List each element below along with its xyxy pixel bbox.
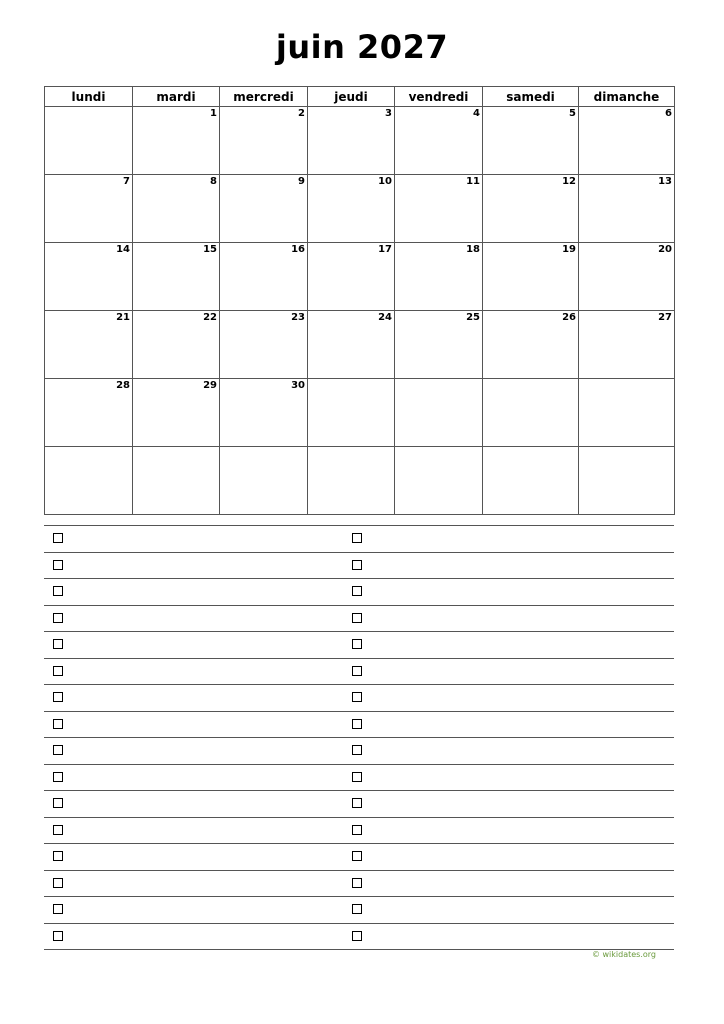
day-cell[interactable] (45, 175, 133, 243)
checkbox-icon[interactable] (53, 851, 63, 861)
checkbox-icon[interactable] (352, 931, 362, 941)
todo-row (44, 844, 674, 871)
weekday-label: lundi (45, 87, 133, 107)
day-number: 18 (466, 244, 480, 255)
checkbox-icon[interactable] (53, 719, 63, 729)
day-number: 16 (291, 244, 305, 255)
day-cell[interactable] (220, 243, 308, 311)
day-cell[interactable] (395, 175, 483, 243)
todo-row (44, 659, 674, 686)
checkbox-icon[interactable] (352, 560, 362, 570)
todo-row (44, 897, 674, 924)
day-number: 12 (562, 176, 576, 187)
checkbox-icon[interactable] (53, 533, 63, 543)
day-cell[interactable] (308, 379, 395, 447)
checkbox-icon[interactable] (53, 666, 63, 676)
day-number: 6 (665, 108, 672, 119)
day-cell[interactable] (220, 379, 308, 447)
day-cell[interactable] (308, 311, 395, 379)
day-cell[interactable] (45, 107, 133, 175)
day-cell[interactable] (395, 379, 483, 447)
checkbox-icon[interactable] (352, 639, 362, 649)
day-cell[interactable] (133, 107, 220, 175)
weekday-header-row (45, 87, 675, 107)
checkbox-icon[interactable] (53, 613, 63, 623)
day-number: 1 (210, 108, 217, 119)
todo-row (44, 632, 674, 659)
day-number: 29 (203, 380, 217, 391)
day-cell[interactable] (579, 243, 675, 311)
checkbox-icon[interactable] (352, 692, 362, 702)
calendar-title: juin 2027 (275, 28, 449, 66)
day-cell[interactable] (220, 175, 308, 243)
weekday-label: jeudi (308, 87, 395, 107)
todo-row (44, 685, 674, 712)
day-number: 10 (378, 176, 392, 187)
week-row (45, 447, 675, 515)
todo-row (44, 712, 674, 739)
day-cell[interactable] (45, 447, 133, 515)
day-number: 23 (291, 312, 305, 323)
day-number (483, 379, 578, 380)
checkbox-icon[interactable] (53, 692, 63, 702)
day-cell[interactable] (483, 175, 579, 243)
month-grid (44, 86, 675, 515)
week-row (45, 379, 675, 447)
day-number (45, 447, 132, 448)
checkbox-icon[interactable] (53, 878, 63, 888)
day-number (579, 379, 674, 380)
day-cell[interactable] (45, 311, 133, 379)
checkbox-icon[interactable] (352, 798, 362, 808)
day-cell[interactable] (308, 243, 395, 311)
day-number (579, 447, 674, 448)
todo-row (44, 579, 674, 606)
day-number: 7 (123, 176, 130, 187)
checkbox-icon[interactable] (352, 904, 362, 914)
day-number: 14 (116, 244, 130, 255)
checkbox-icon[interactable] (53, 639, 63, 649)
day-cell[interactable] (483, 311, 579, 379)
checkbox-icon[interactable] (53, 931, 63, 941)
checkbox-icon[interactable] (352, 772, 362, 782)
day-cell[interactable] (483, 243, 579, 311)
weekday-label: mercredi (220, 87, 308, 107)
day-cell[interactable] (133, 447, 220, 515)
todo-row (44, 553, 674, 580)
day-cell[interactable] (220, 107, 308, 175)
day-number: 27 (658, 312, 672, 323)
todo-row (44, 765, 674, 792)
day-cell[interactable] (579, 175, 675, 243)
day-number: 19 (562, 244, 576, 255)
day-cell[interactable] (395, 311, 483, 379)
checkbox-icon[interactable] (352, 825, 362, 835)
day-number (133, 447, 219, 448)
checkbox-icon[interactable] (352, 878, 362, 888)
todo-row (44, 818, 674, 845)
todo-row (44, 871, 674, 898)
day-cell[interactable] (133, 311, 220, 379)
day-cell[interactable] (133, 379, 220, 447)
day-cell[interactable] (483, 379, 579, 447)
day-number: 3 (385, 108, 392, 119)
checkbox-icon[interactable] (352, 666, 362, 676)
credit-text: © wikidates.org (591, 950, 656, 959)
day-number: 28 (116, 380, 130, 391)
todo-row (44, 738, 674, 765)
day-number: 15 (203, 244, 217, 255)
day-number: 17 (378, 244, 392, 255)
day-cell[interactable] (45, 379, 133, 447)
day-cell[interactable] (395, 107, 483, 175)
day-number (395, 379, 482, 380)
day-cell[interactable] (579, 311, 675, 379)
todo-row (44, 526, 674, 553)
checkbox-icon[interactable] (352, 719, 362, 729)
checkbox-icon[interactable] (352, 586, 362, 596)
week-row (45, 311, 675, 379)
day-number (220, 447, 307, 448)
day-cell[interactable] (395, 447, 483, 515)
day-cell[interactable] (308, 107, 395, 175)
day-number: 24 (378, 312, 392, 323)
week-row (45, 243, 675, 311)
day-number: 11 (466, 176, 480, 187)
day-number (308, 447, 394, 448)
day-cell[interactable] (220, 311, 308, 379)
checkbox-icon[interactable] (53, 586, 63, 596)
day-number: 2 (298, 108, 305, 119)
checkbox-icon[interactable] (352, 533, 362, 543)
day-number: 26 (562, 312, 576, 323)
week-row (45, 107, 675, 175)
day-number: 21 (116, 312, 130, 323)
todo-row (44, 791, 674, 818)
day-cell[interactable] (133, 175, 220, 243)
day-cell[interactable] (483, 447, 579, 515)
day-number (308, 379, 394, 380)
checkbox-icon[interactable] (53, 560, 63, 570)
day-number: 22 (203, 312, 217, 323)
day-cell[interactable] (579, 379, 675, 447)
day-number: 13 (658, 176, 672, 187)
day-number: 5 (569, 108, 576, 119)
day-cell[interactable] (308, 175, 395, 243)
day-number: 30 (291, 380, 305, 391)
checkbox-icon[interactable] (53, 904, 63, 914)
checkbox-icon[interactable] (352, 851, 362, 861)
weekday-label: samedi (483, 87, 579, 107)
day-number (483, 447, 578, 448)
weekday-label: dimanche (579, 87, 675, 107)
day-number: 9 (298, 176, 305, 187)
checkbox-icon[interactable] (53, 825, 63, 835)
weekday-label: vendredi (395, 87, 483, 107)
weekday-label: mardi (133, 87, 220, 107)
checkbox-icon[interactable] (352, 613, 362, 623)
day-number: 4 (473, 108, 480, 119)
todo-row (44, 924, 674, 951)
todo-row (44, 606, 674, 633)
day-number (395, 447, 482, 448)
day-cell[interactable] (45, 243, 133, 311)
day-cell[interactable] (220, 447, 308, 515)
checkbox-icon[interactable] (53, 772, 63, 782)
day-number: 20 (658, 244, 672, 255)
checkbox-icon[interactable] (53, 798, 63, 808)
todo-list (44, 525, 674, 950)
day-cell[interactable] (579, 447, 675, 515)
day-cell[interactable] (483, 107, 579, 175)
checkbox-icon[interactable] (352, 745, 362, 755)
day-cell[interactable] (395, 243, 483, 311)
day-cell[interactable] (133, 243, 220, 311)
day-cell[interactable] (308, 447, 395, 515)
checkbox-icon[interactable] (53, 745, 63, 755)
day-number: 8 (210, 176, 217, 187)
day-number: 25 (466, 312, 480, 323)
day-number (45, 107, 132, 108)
week-row (45, 175, 675, 243)
day-cell[interactable] (579, 107, 675, 175)
